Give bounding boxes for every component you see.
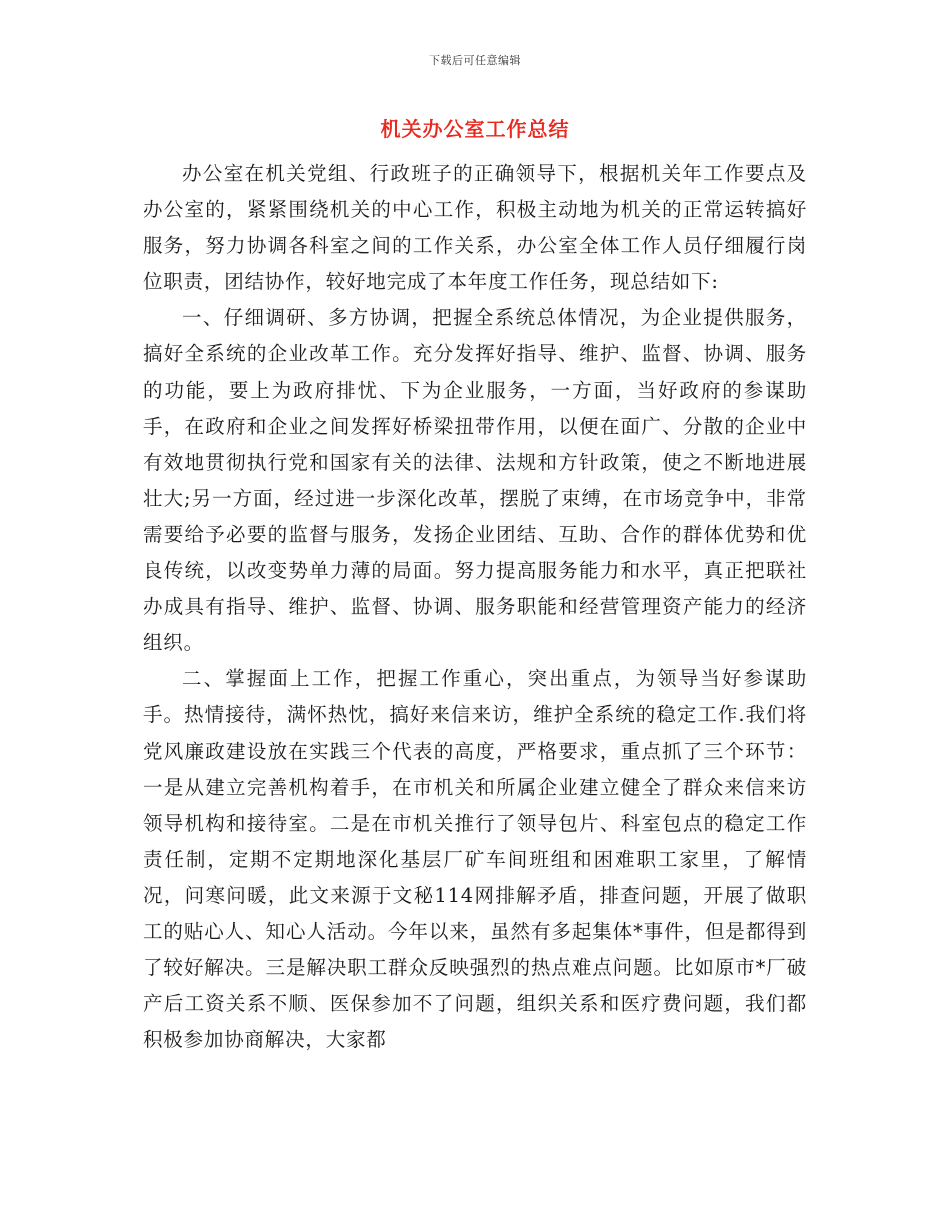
document-body	[143, 156, 807, 1058]
paragraph-section-one: 一、仔细调研、多方协调，把握全系统总体情况，为企业提供服务，搞好全系统的企业改革工作。充分发挥好指导、维护、监督、协调、服务的功能，要上为政府排忧、下为企业服务，一方面，当好政府的参谋助手，在政府和企业之间发挥好桥梁扭带作用，以便在面广、分散的企业中有效地贯彻执行党和国家有关的法律、法规和方针政策，使之不断地进展壮大;另一方面，经过进一步深化改革，摆脱了束缚，在市场竞争中，非常需要给予必要的监督与服务，发扬企业团结、互助、合作的群体优势和优良传统，以改变势单力薄的局面。努力提高服务能力和水平，真正把联社办成具有指导、维护、监督、协调、服务职能和经营管理资产能力的经济组织。	[143, 306, 807, 655]
paragraph-section-two: 二、掌握面上工作，把握工作重心，突出重点，为领导当好参谋助手。热情接待，满怀热忱，搞好来信来访，维护全系统的稳定工作.我们将党风廉政建设放在实践三个代表的高度，严格要求，重点抓了三个环节：一是从建立完善机构着手，在市机关和所属企业建立健全了群众来信来访领导机构和接待室。二是在市机关推行了领导包片、科室包点的稳定工作责任制，定期不定期地深化基层厂矿车间班组和困难职工家里，了解情况，问寒问暖，此文来源于文秘114网排解矛盾，排查问题，开展了做职工的贴心人、知心人活动。今年以来，虽然有多起集体*事件，但是都得到了较好解决。三是解决职工群众反映强烈的热点难点问题。比如原市*厂破产后工资关系不顺、医保参加不了问题，组织关系和医疗费问题，我们都积极参加协商解决，大家都	[143, 667, 807, 1052]
document-title: 机关办公室工作总结	[380, 117, 570, 141]
header-note: 下载后可任意编辑	[429, 54, 521, 67]
paragraph-intro: 办公室在机关党组、行政班子的正确领导下，根据机关年工作要点及办公室的，紧紧围绕机关的中心工作，积极主动地为机关的正常运转搞好服务，努力协调各科室之间的工作关系，办公室全体工作人员仔细履行岗位职责，团结协作，较好地完成了本年度工作任务，现总结如下:	[143, 162, 807, 294]
